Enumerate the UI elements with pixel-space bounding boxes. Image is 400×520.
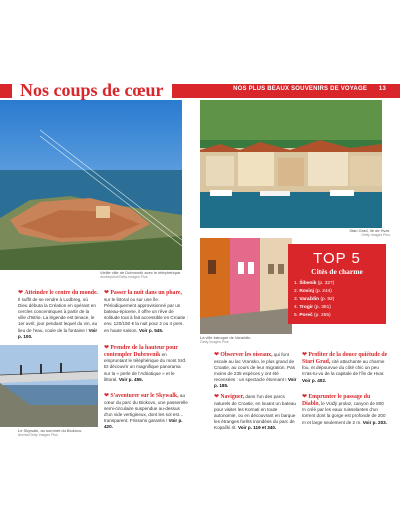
block-ref: Voir p. 402. [302,377,327,383]
block-body: cité attachante au charme fou, et dépourvue du côté chic un peu m'as-tu-vu de la capitale de l'île de Hvar. [302,358,385,377]
photo-stari-grad [200,100,382,228]
top5-item: 5. Poreč (p. 255) [294,313,331,318]
photo-varazdin [200,238,292,334]
block-heading: Passer la nuit dans un phare, [110,290,182,296]
caption-dubrovnik [100,270,184,280]
block-ref: Voir p. 185. [214,377,297,389]
block-heading: Naviguer, [220,394,245,400]
block-body: sur le littoral ou sur une île. Périodiquement approvisionné par un bateau-épicerie, il offre un rêve de solitude tout à fait accessible en Croatie : env. 120/150 € la nuit pour 2 ou 4 pers. en haute saison. [104,296,188,333]
top5-item: 2. Rovinj (p. 244) [294,289,332,294]
photo-skywalk [0,345,98,427]
block-diablo [302,394,388,426]
heart-icon: ❤ [18,290,24,296]
heart-icon: ❤ [104,345,110,351]
heart-icon: ❤ [214,352,220,358]
block-ref: Voir p. 420. [104,418,183,430]
block-phare [104,290,188,334]
block-ludbreg [18,290,98,340]
block-ref: Voir p. 455. [118,376,143,382]
caption-credit: iimmfa/Getty Images Plus [18,433,58,437]
page-number: 13 [378,86,386,92]
block-stari-grad [302,352,388,384]
top5-item: 1. Šibenik (p. 327) [294,281,335,286]
block-body: dans l'un des parcs naturels de Croatie, en louant un bateau pour visiter les Kornati en toute autonomie, ou en découvrant en barque les étranges forêts inondées du parc de Kopački rit. [214,394,296,431]
caption-text: Le Skywalk, au sommet du Biokovo. [18,428,83,433]
top5-list [294,280,334,320]
block-heading: Observer les oiseaux, [220,352,273,358]
block-heading: Profiter de la douce quiétude de Stari Grad, [302,352,388,365]
block-body: en empruntant le téléphérique du mont Srđ. Et découvrir un magnifique panorama sur la « perle de l'Adriatique » et le littoral. [104,351,187,382]
block-heading: Emprunter le passage du Diablo, [302,394,371,407]
top5-item: 4. Trogir (p. 381) [294,305,331,310]
heart-icon: ❤ [214,394,220,400]
caption-text: Vieille ville de Dubrovnik avec le téléphérique. [100,270,182,275]
caption-text: La ville baroque de Varaždin. [200,335,252,340]
heart-icon: ❤ [302,394,308,400]
section-header [233,86,386,92]
block-skywalk [104,393,188,431]
heart-icon: ❤ [104,393,110,399]
top5-subtitle: Cités de charme [311,267,363,276]
caption-credit: Getty Images Plus [200,340,229,344]
top5-title: TOP 5 [313,250,361,267]
section-title: NOS PLUS BEAUX SOUVENIRS DE VOYAGE [233,86,368,92]
heart-icon: ❤ [302,352,308,358]
caption-credit: Getty Images Plus [361,233,390,237]
block-ref: Voir p. 203. [362,419,387,425]
caption-skywalk [18,428,98,438]
block-oiseaux [214,352,298,390]
block-heading: Prendre de la hauteur pour contempler Dubrovnik [104,345,178,358]
caption-varazdin [200,335,290,345]
block-dubrovnik [104,345,188,383]
block-ref: Voir p. 545. [139,327,164,333]
photo-dubrovnik [0,100,182,270]
block-body: Il suffit de se rendre à Ludbreg, où Dieu débuta la Création en opérant en cercles concentriques à partir de la ville d'Istrie. La légende est tenace, le 1er avril, jour pendant lequel du vin, au lieu de l'eau, coule de la fontaine ! [18,296,98,333]
top-margin [0,0,400,18]
top5-box [288,244,386,324]
block-body: qui font escale au lac Vransko, le plus grand de Croatie, au cours de leur migration. Pas moins de 235 espèces y ont été recensées : un spectacle étonnant ! [214,352,295,383]
block-naviguer [214,394,298,432]
block-ref: Voir p. 119 et 340. [238,425,277,431]
block-body: le Vražji prolaz, canyon de 800 m créé par les eaux ruisselantes d'un torrent dont la gorge est profonde de 200 m et large seulement de 2 m. [302,400,386,425]
heart-icon: ❤ [104,290,110,296]
top5-item: 3. Varaždin (p. 92) [294,297,335,302]
block-heading: S'aventurer sur le Skywalk, [110,393,179,399]
caption-stari-grad [330,228,390,238]
block-body: au cœur du parc du Biokovo, une passerelle semi-circulaire suspendue au-dessus d'un vide vertigineux, dont les sol est… transparent. Frissons garantis ! [104,393,188,424]
block-ref: Voir p. 100. [18,327,98,339]
page-title: Nos coups de cœur [12,80,172,100]
block-heading: Atteindre le centre du monde. [24,290,98,296]
caption-credit: donkeyshot/Getty Images Plus [100,275,148,279]
caption-text: Stari Grad, île de Hvar. [349,228,390,233]
